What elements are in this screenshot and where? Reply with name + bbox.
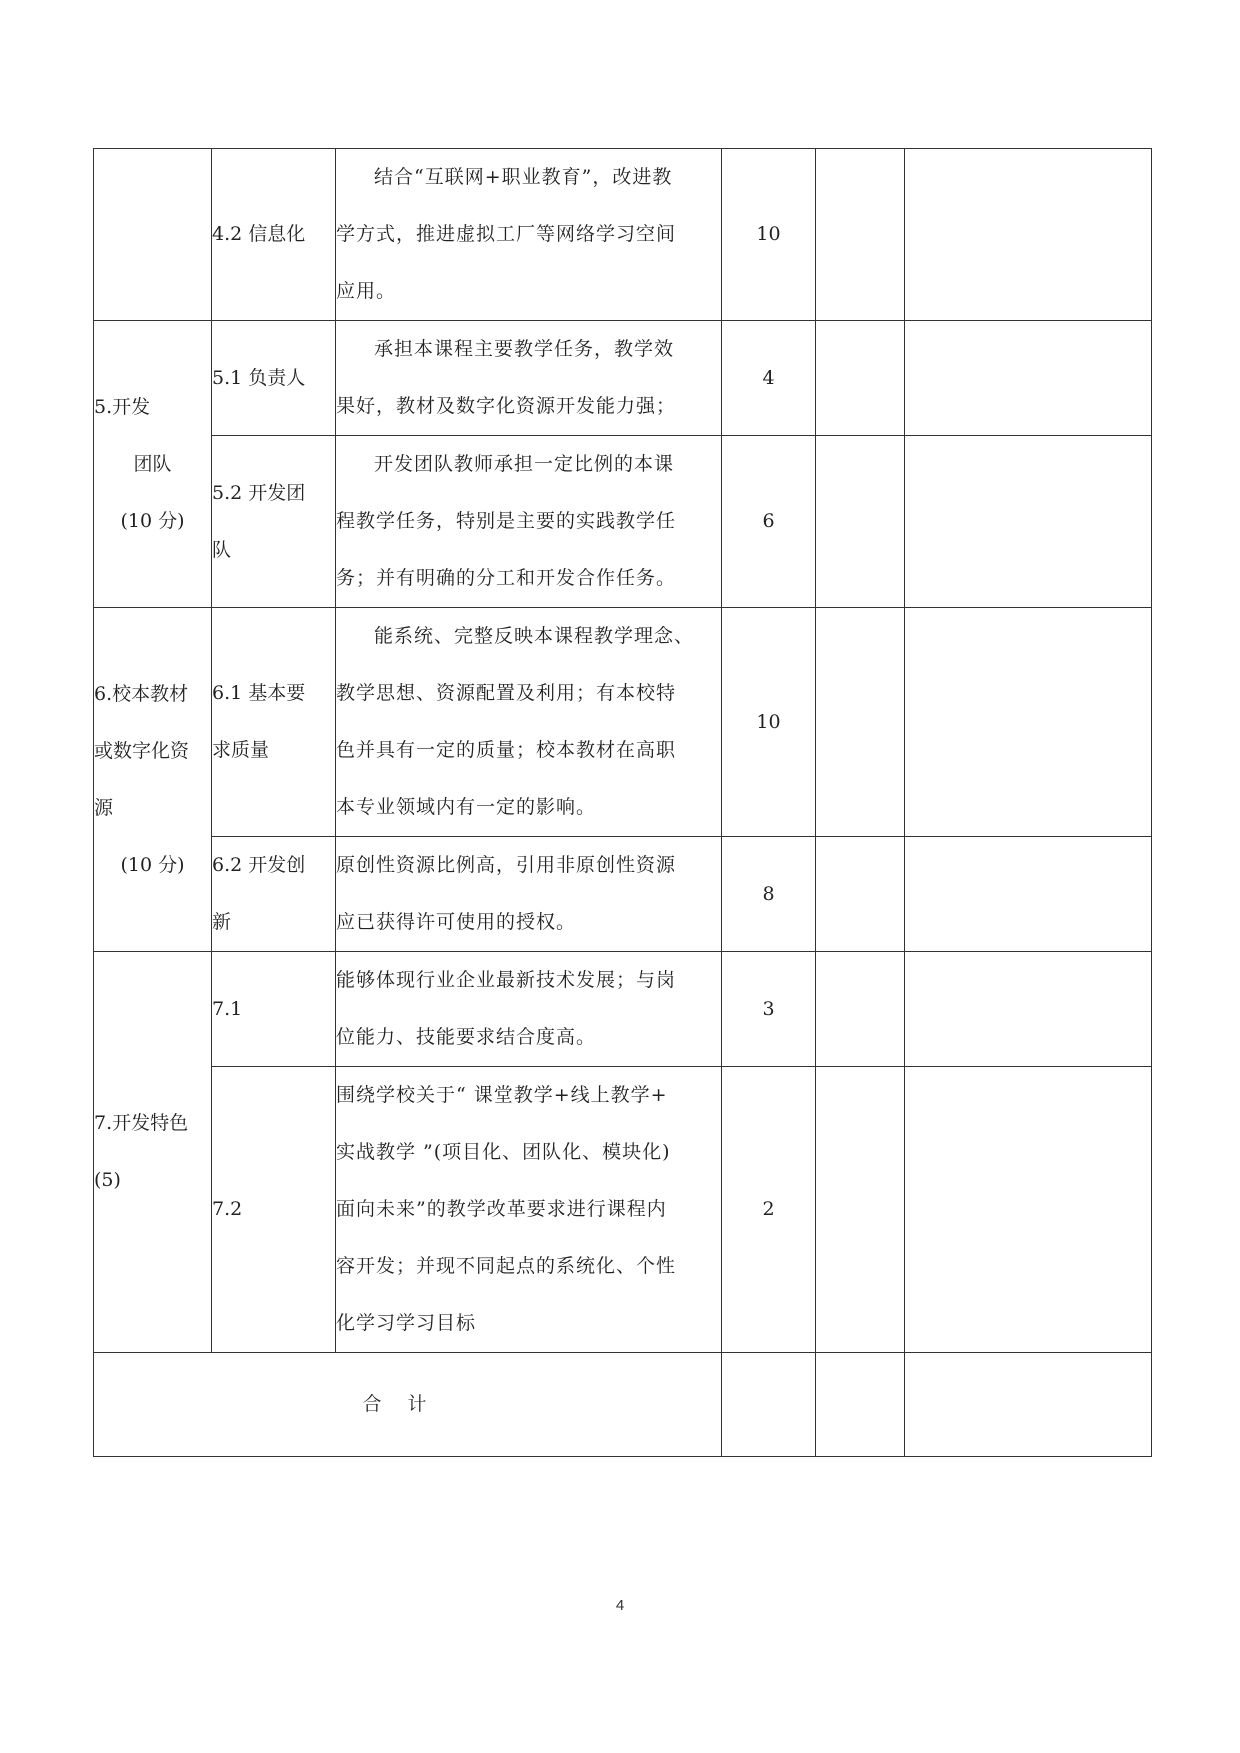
standard-cell: 承担本课程主要教学任务，教学效 果好，教材及数字化资源开发能力强； xyxy=(336,321,722,436)
remark-cell xyxy=(905,608,1152,837)
self-score-cell xyxy=(816,952,905,1067)
self-score-cell xyxy=(816,608,905,837)
self-score-cell xyxy=(816,436,905,608)
table-row xyxy=(94,837,1152,952)
total-score-cell xyxy=(722,1353,816,1457)
item-cell: 7.2 xyxy=(212,1067,336,1353)
score-cell: 4 xyxy=(722,321,816,436)
remark-cell xyxy=(905,149,1152,321)
item-cell: 5.1 负责人 xyxy=(212,321,336,436)
score-cell: 3 xyxy=(722,952,816,1067)
total-label: 合计 xyxy=(94,1353,722,1457)
category-cell: 7.开发特色 (5) xyxy=(94,952,212,1353)
remark-cell xyxy=(905,952,1152,1067)
standard-cell: 开发团队教师承担一定比例的本课 程教学任务，特别是主要的实践教学任 务；并有明确的分工和开发合作任务。 xyxy=(336,436,722,608)
item-cell: 6.1 基本要 求质量 xyxy=(212,608,336,837)
category-cell-empty xyxy=(94,149,212,321)
score-cell: 6 xyxy=(722,436,816,608)
self-score-cell xyxy=(816,1067,905,1353)
remark-cell xyxy=(905,436,1152,608)
standard-cell: 结合“互联网+职业教育”，改进教 学方式，推进虚拟工厂等网络学习空间 应用。 xyxy=(336,149,722,321)
score-cell: 8 xyxy=(722,837,816,952)
item-cell: 6.2 开发创 新 xyxy=(212,837,336,952)
remark-cell xyxy=(905,1067,1152,1353)
standard-cell: 围绕学校关于“ 课堂教学+线上教学+ 实战教学 ”(项目化、团队化、模块化) 面向未来”的教学改革要求进行课程内 容开发；并现不同起点的系统化、个性 化学习学习目标 xyxy=(336,1067,722,1353)
table-row xyxy=(94,952,1152,1067)
score-cell: 10 xyxy=(722,149,816,321)
standard-cell: 能系统、完整反映本课程教学理念、 教学思想、资源配置及利用；有本校特 色并具有一定的质量；校本教材在高职 本专业领域内有一定的影响。 xyxy=(336,608,722,837)
self-score-cell xyxy=(816,321,905,436)
self-score-cell xyxy=(816,149,905,321)
item-cell: 4.2 信息化 xyxy=(212,149,336,321)
table-row xyxy=(94,436,1152,608)
category-cell: 5.开发 团队 (10 分) xyxy=(94,321,212,608)
total-row xyxy=(94,1353,1152,1457)
total-self-score-cell xyxy=(816,1353,905,1457)
remark-cell xyxy=(905,837,1152,952)
item-cell: 5.2 开发团 队 xyxy=(212,436,336,608)
remark-cell xyxy=(905,321,1152,436)
page-number: 4 xyxy=(615,1597,625,1614)
category-cell: 6.校本教材 或数字化资 源 (10 分) xyxy=(94,608,212,952)
score-cell: 2 xyxy=(722,1067,816,1353)
table-row xyxy=(94,321,1152,436)
item-cell: 7.1 xyxy=(212,952,336,1067)
self-score-cell xyxy=(816,837,905,952)
total-remark-cell xyxy=(905,1353,1152,1457)
score-cell: 10 xyxy=(722,608,816,837)
standard-cell: 原创性资源比例高，引用非原创性资源 应已获得许可使用的授权。 xyxy=(336,837,722,952)
evaluation-table xyxy=(93,148,1152,1457)
table-row xyxy=(94,1067,1152,1353)
table-row xyxy=(94,608,1152,837)
table-row xyxy=(94,149,1152,321)
standard-cell: 能够体现行业企业最新技术发展；与岗 位能力、技能要求结合度高。 xyxy=(336,952,722,1067)
